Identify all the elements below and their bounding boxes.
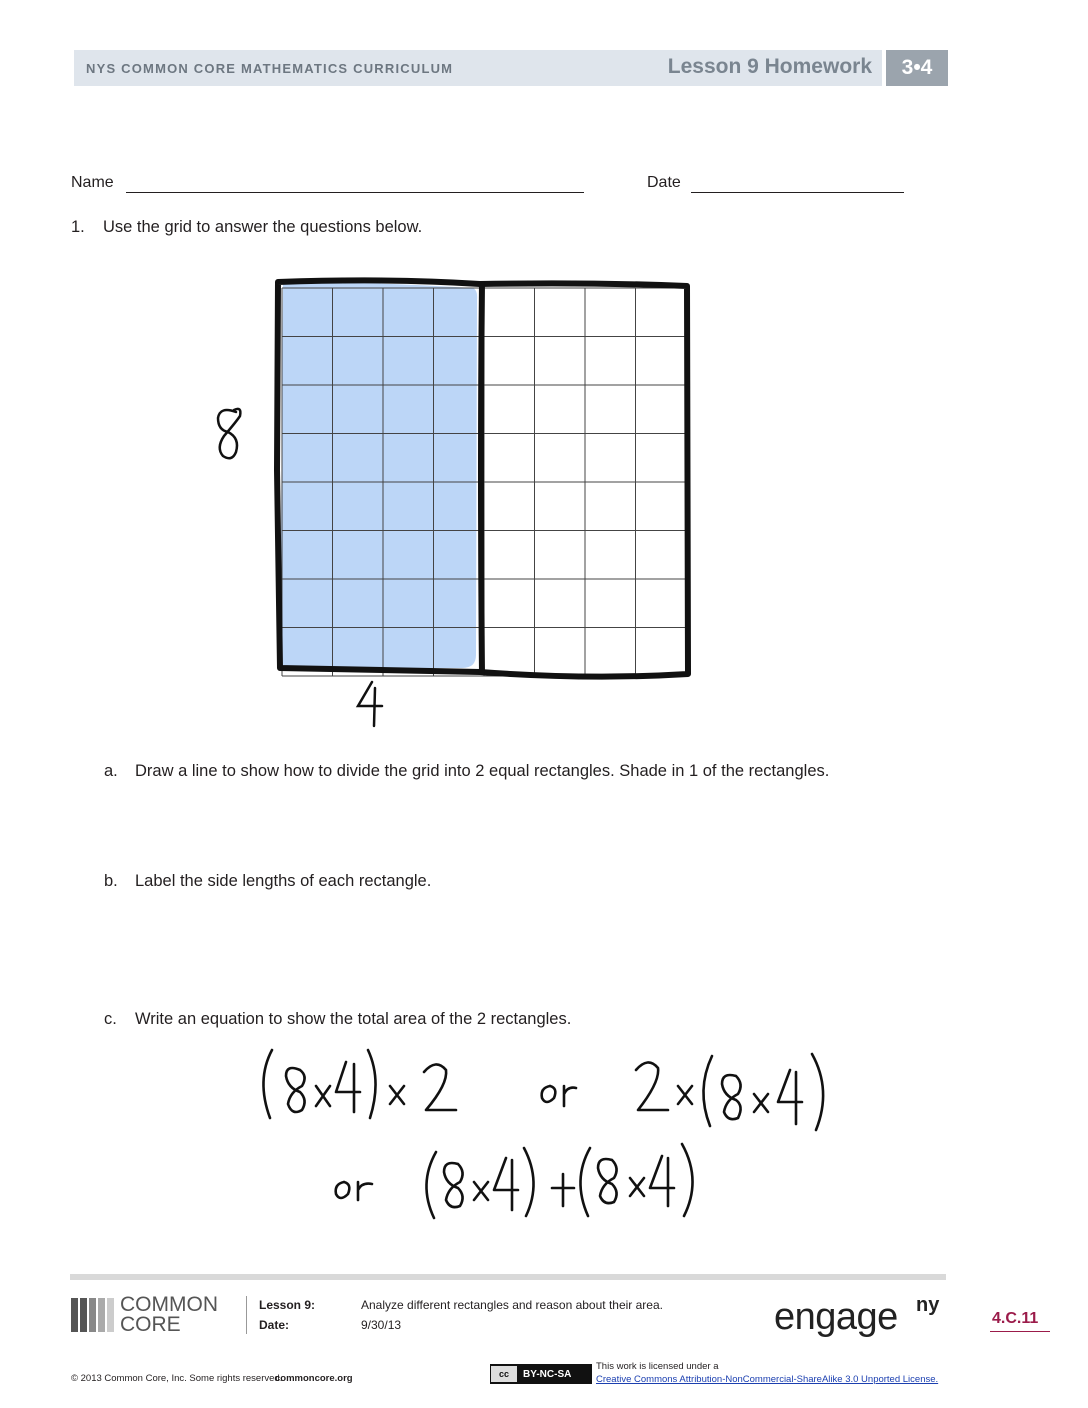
common-core-logo-icon [71, 1298, 115, 1332]
page-number-rule [990, 1331, 1050, 1332]
license-intro: This work is licensed under a [596, 1361, 719, 1372]
problem-number: 1. [71, 218, 85, 236]
copyright-site[interactable]: commoncore.org [275, 1373, 353, 1384]
part-a-text: Draw a line to show how to divide the grid into 2 equal rectangles. Shade in 1 of the rectangles. [135, 762, 830, 780]
logo-line2: CORE [120, 1313, 181, 1336]
handwritten-side-label-4 [358, 682, 382, 726]
footer-date-value: 9/30/13 [361, 1318, 402, 1332]
dividing-line [481, 282, 482, 674]
shaded-rectangle [280, 283, 477, 668]
footer-lesson-label: Lesson 9: [259, 1298, 316, 1312]
handwritten-answer [250, 1040, 850, 1230]
date-field[interactable] [691, 174, 904, 193]
grade-module-badge: 3•4 [886, 50, 948, 86]
part-c-letter: c. [104, 1010, 117, 1028]
name-label: Name [71, 174, 114, 191]
part-b-text: Label the side lengths of each rectangle. [135, 872, 432, 890]
footer-date-label: Date: [259, 1318, 290, 1332]
problem-prompt: Use the grid to answer the questions below. [103, 218, 423, 236]
page-number: 4.C.11 [992, 1310, 1039, 1327]
part-b-letter: b. [104, 872, 118, 890]
logo-line1: COMMON [120, 1293, 218, 1316]
footer-rule [70, 1274, 946, 1280]
cc-icon: cc [491, 1366, 517, 1382]
curriculum-title: NYS COMMON CORE MATHEMATICS CURRICULUM [86, 61, 454, 76]
part-a-letter: a. [104, 762, 118, 780]
cc-badge-text: BY-NC-SA [523, 1368, 572, 1380]
footer-divider [246, 1296, 247, 1334]
area-grid[interactable] [190, 270, 710, 730]
license-link[interactable]: Creative Commons Attribution-NonCommercial-ShareAlike 3.0 Unported License. [596, 1374, 939, 1385]
part-c-text: Write an equation to show the total area of the 2 rectangles. [135, 1010, 572, 1028]
copyright: © 2013 Common Core, Inc. Some rights reserved. [71, 1373, 283, 1384]
footer-lesson-desc: Analyze different rectangles and reason about their area. [361, 1298, 663, 1312]
cc-license-badge[interactable] [490, 1364, 592, 1384]
engageny-brand-sup: ny [916, 1294, 940, 1316]
engageny-brand: engage [774, 1296, 898, 1338]
date-label: Date [647, 174, 681, 191]
name-field[interactable] [126, 174, 584, 193]
lesson-title: Lesson 9 Homework [667, 55, 872, 78]
handwritten-side-label-8 [218, 409, 240, 458]
